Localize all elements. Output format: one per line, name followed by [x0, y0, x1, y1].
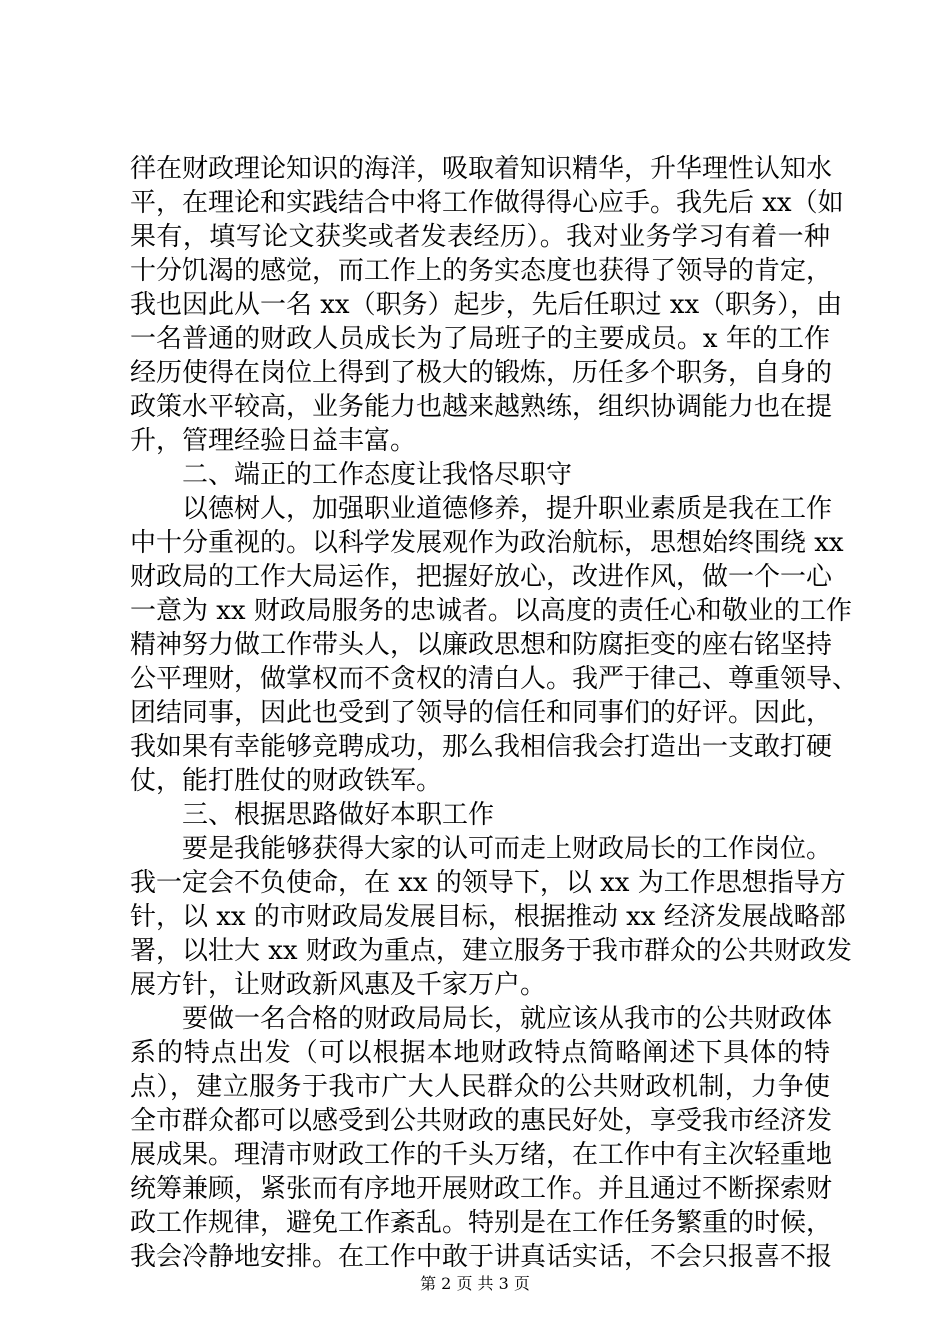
text-line: 财政局的工作大局运作，把握好放心，改进作风，做一个一心: [130, 562, 833, 592]
text-line: 统筹兼顾，紧张而有序地开展财政工作。并且通过不断探索财: [130, 1174, 833, 1204]
section-heading: [130, 458, 830, 492]
text-line: 系的特点出发（可以根据本地财政特点简略阐述下具体的特: [130, 1038, 830, 1068]
text-line: 针，以 xx 的市财政局发展目标，根据推动 xx 经济发展战略部: [130, 902, 846, 932]
paragraph: [130, 152, 844, 458]
section-heading: [130, 798, 830, 832]
heading-text: 二、端正的工作态度让我恪尽职守: [182, 460, 573, 490]
text-line: 展方针，让财政新风惠及千家万户。: [130, 970, 547, 1000]
page-footer: [0, 1274, 950, 1294]
text-line: 公平理财，做掌权而不贪权的清白人。我严于律己、尊重领导、: [130, 664, 859, 694]
document-body: [130, 152, 859, 1274]
paragraph: [130, 492, 859, 798]
text-line: 一意为 xx 财政局服务的忠诚者。以高度的责任心和敬业的工作: [130, 596, 852, 626]
text-line: 我一定会不负使命，在 xx 的领导下，以 xx 为工作思想指导方: [130, 868, 846, 898]
paragraph: [130, 1002, 833, 1274]
text-line: 果有，填写论文获奖或者发表经历）。我对业务学习有着一种: [130, 222, 830, 252]
text-line: 展成果。理清市财政工作的千头万绪，在工作中有主次轻重地: [130, 1140, 833, 1170]
text-line: 团结同事，因此也受到了领导的信任和同事们的好评。因此，: [130, 698, 833, 728]
text-line: 要是我能够获得大家的认可而走上财政局长的工作岗位。: [182, 834, 833, 864]
text-line: 我会冷静地安排。在工作中敢于讲真话实话，不会只报喜不报: [130, 1242, 833, 1272]
text-line: 要做一名合格的财政局局长，就应该从我市的公共财政体: [182, 1004, 833, 1034]
text-line: 我如果有幸能够竞聘成功，那么我相信我会打造出一支敢打硬: [130, 732, 833, 762]
text-line: 十分饥渴的感觉，而工作上的务实态度也获得了领导的肯定，: [130, 256, 833, 286]
page-number: 第 2 页 共 3 页: [420, 1274, 530, 1293]
paragraph: [130, 832, 852, 1002]
text-line: 署，以壮大 xx 财政为重点，建立服务于我市群众的公共财政发: [130, 936, 852, 966]
text-line: 精神努力做工作带头人，以廉政思想和防腐拒变的座右铭坚持: [130, 630, 833, 660]
text-line: 政策水平较高，业务能力也越来越熟练，组织协调能力也在提: [130, 392, 833, 422]
text-line: 点），建立服务于我市广大人民群众的公共财政机制，力争使: [130, 1072, 830, 1102]
text-line: 升，管理经验日益丰富。: [130, 426, 417, 456]
text-line: 政工作规律，避免工作紊乱。特别是在工作任务繁重的时候，: [130, 1208, 833, 1238]
text-line: 徉在财政理论知识的海洋，吸取着知识精华，升华理性认知水: [130, 154, 833, 184]
text-line: 经历使得在岗位上得到了极大的锻炼，历任多个职务，自身的: [130, 358, 833, 388]
text-line: 一名普通的财政人员成长为了局班子的主要成员。x 年的工作: [130, 324, 830, 354]
heading-text: 三、根据思路做好本职工作: [182, 800, 495, 830]
text-line: 全市群众都可以感受到公共财政的惠民好处，享受我市经济发: [130, 1106, 833, 1136]
text-line: 中十分重视的。以科学发展观作为政治航标，思想始终围绕 xx: [130, 528, 844, 558]
text-line: 仗，能打胜仗的财政铁军。: [130, 766, 443, 796]
text-line: 以德树人，加强职业道德修养，提升职业素质是我在工作: [182, 494, 833, 524]
text-line: 平，在理论和实践结合中将工作做得得心应手。我先后 xx（如: [130, 188, 844, 218]
text-line: 我也因此从一名 xx（职务）起步，先后任职过 xx（职务），由: [130, 290, 843, 320]
